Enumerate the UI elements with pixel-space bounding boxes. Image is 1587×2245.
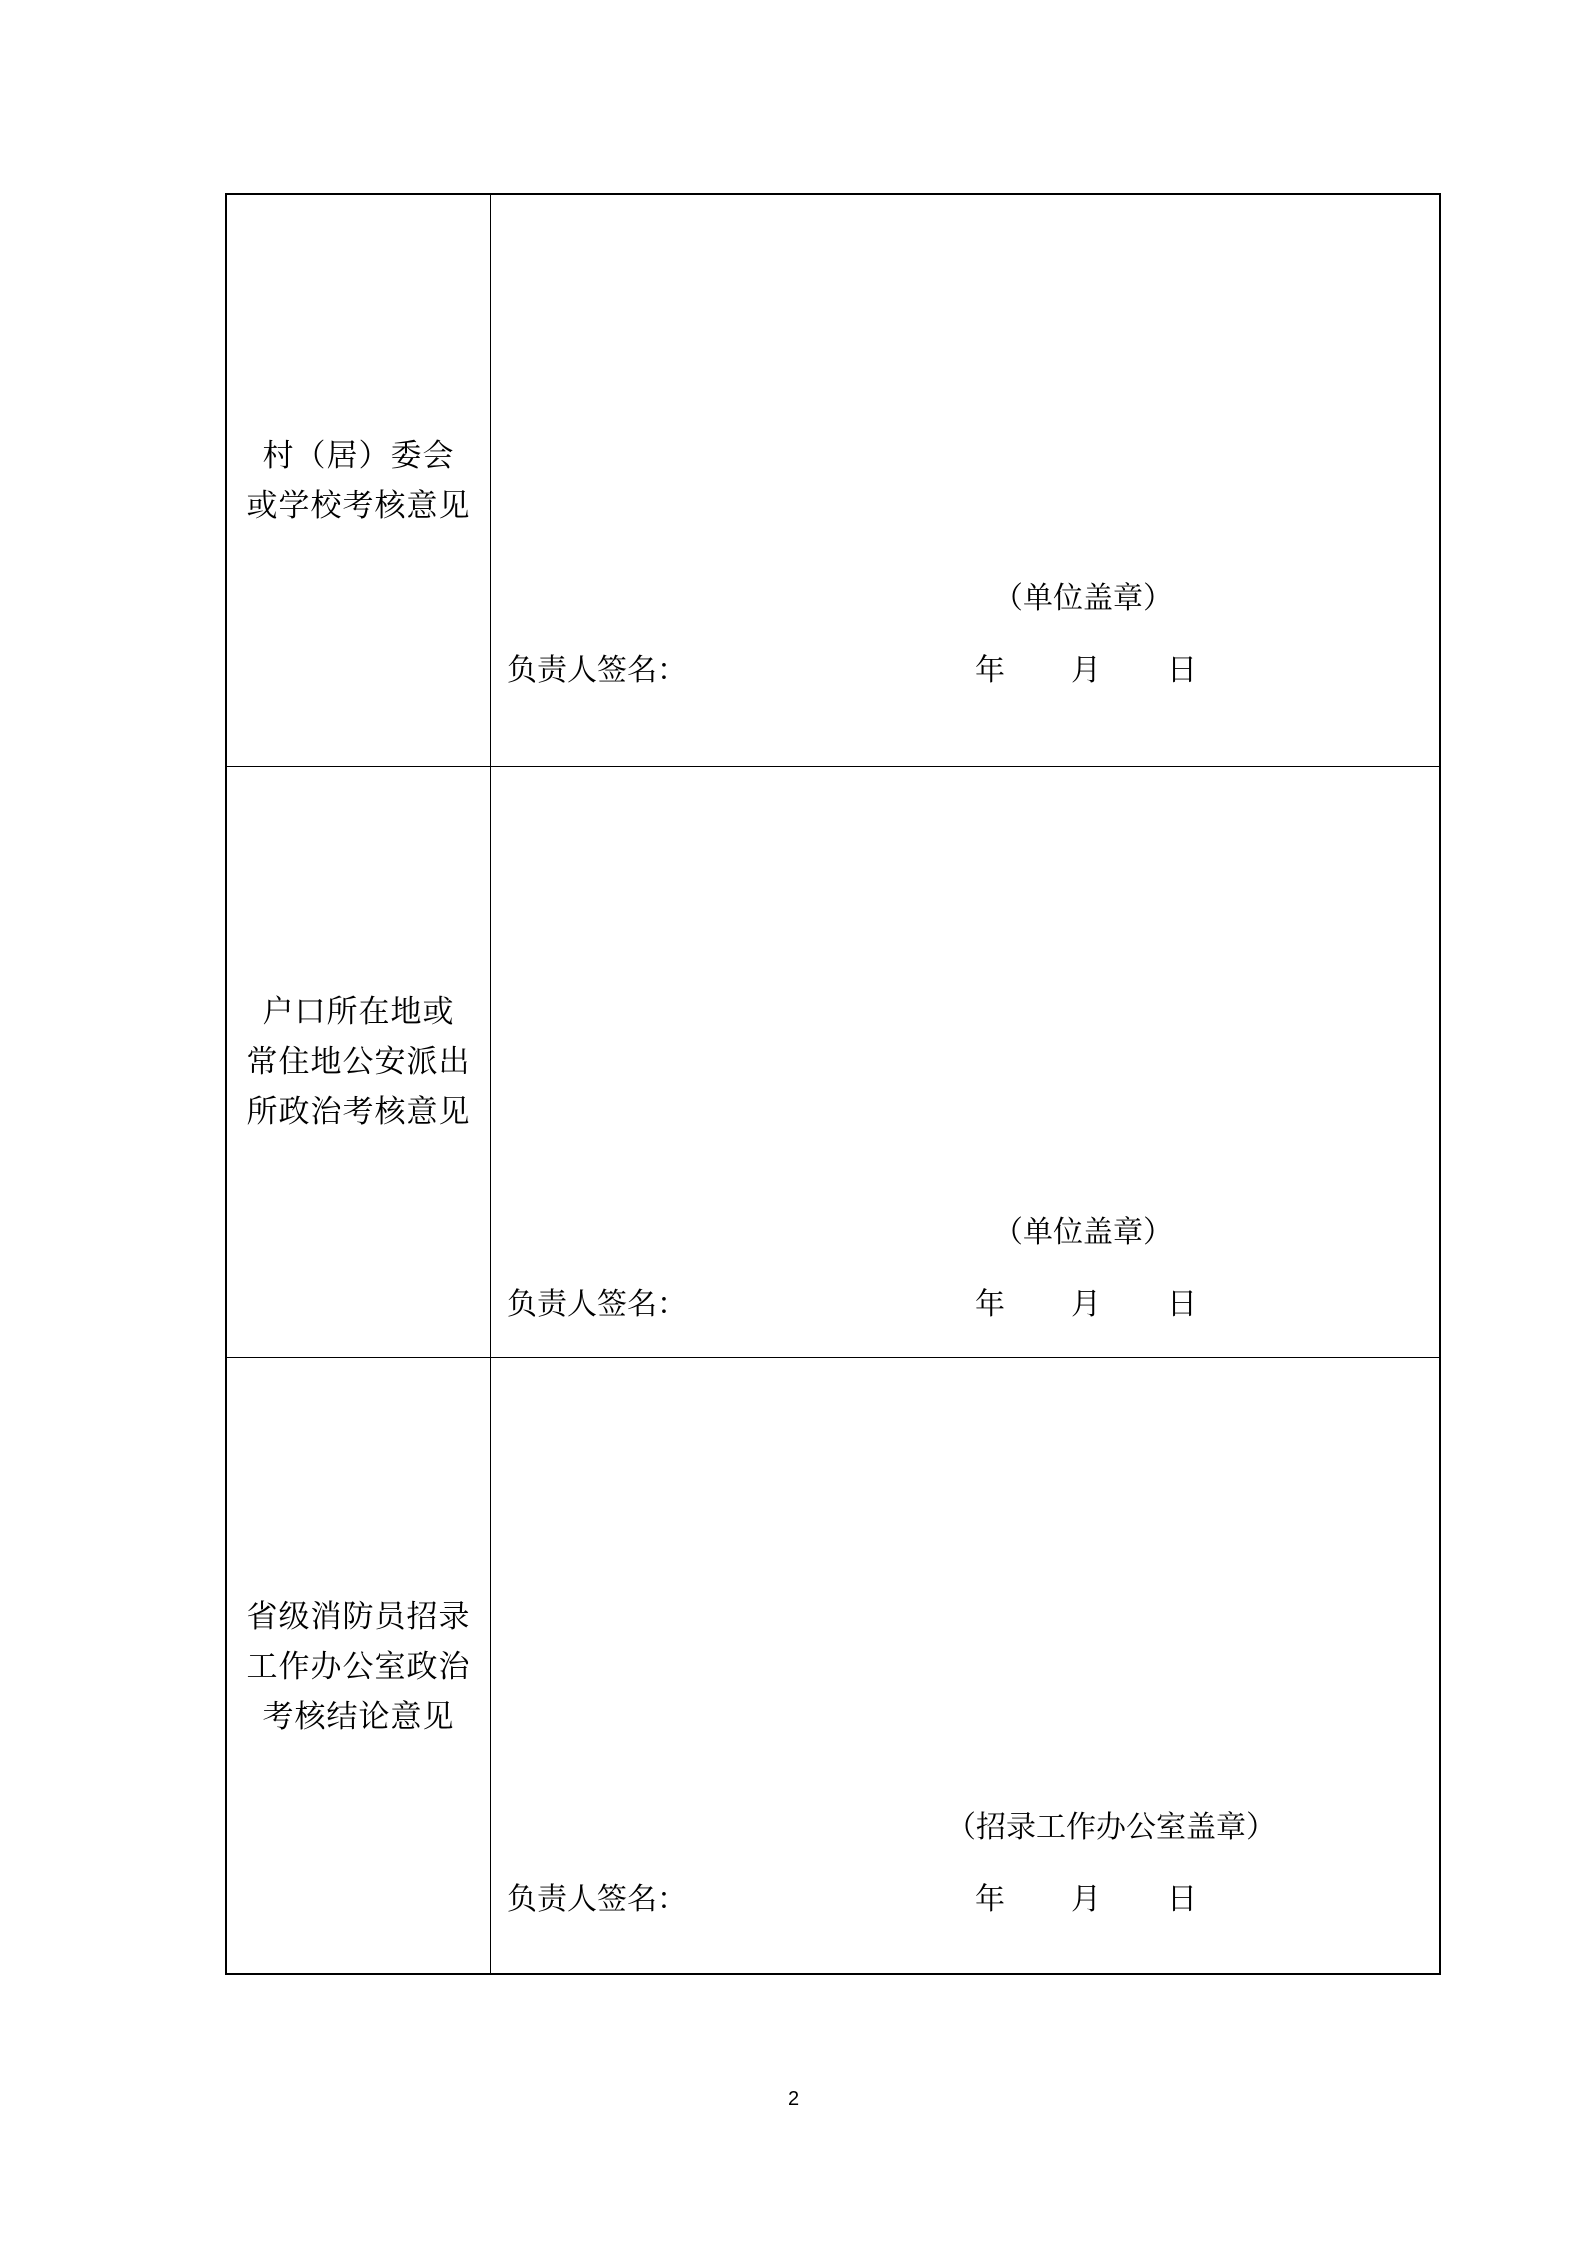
date-month-label: 月 xyxy=(1071,1882,1101,1917)
row-label xyxy=(247,987,471,1137)
row-label-cell xyxy=(227,1358,491,1975)
review-row-village-committee xyxy=(227,195,1439,767)
row-label-line: 常住地公安派出 xyxy=(246,1044,471,1080)
row-label-line: 省级消防员招录 xyxy=(246,1598,471,1635)
review-row-police-station xyxy=(227,767,1439,1358)
seal-label: （招录工作办公室盖章） xyxy=(946,1810,1276,1845)
date-year-label: 年 xyxy=(975,1287,1005,1322)
signature-label: 负责人签名： xyxy=(507,1287,687,1322)
date-year-label: 年 xyxy=(975,653,1005,688)
row-label-line: 考核结论意见 xyxy=(262,1698,455,1735)
political-review-form-table xyxy=(225,193,1441,1975)
signature-label: 负责人签名： xyxy=(507,1882,687,1917)
date-day-label: 日 xyxy=(1167,1287,1197,1322)
page-number: 2 xyxy=(787,2088,800,2110)
opinion-cell[interactable] xyxy=(491,1358,1439,1975)
opinion-cell[interactable] xyxy=(491,767,1439,1357)
row-label-line: 工作办公室政治 xyxy=(246,1648,471,1685)
row-label xyxy=(247,431,471,531)
row-label-cell xyxy=(227,767,491,1357)
opinion-cell[interactable] xyxy=(491,195,1439,766)
row-label-line: 户口所在地或 xyxy=(262,994,455,1030)
row-label-line: 或学校考核意见 xyxy=(246,487,471,524)
date-year-label: 年 xyxy=(975,1882,1005,1917)
row-label xyxy=(247,1592,471,1742)
date-day-label: 日 xyxy=(1167,1882,1197,1917)
date-month-label: 月 xyxy=(1071,1287,1101,1322)
review-row-recruitment-office xyxy=(227,1358,1439,1975)
row-label-cell xyxy=(227,195,491,766)
signature-label: 负责人签名： xyxy=(507,653,687,688)
date-month-label: 月 xyxy=(1071,653,1101,688)
seal-label: （单位盖章） xyxy=(993,581,1173,616)
row-label-line: 所政治考核意见 xyxy=(246,1094,471,1130)
row-label-line: 村（居）委会 xyxy=(262,437,455,474)
date-day-label: 日 xyxy=(1167,653,1197,688)
seal-label: （单位盖章） xyxy=(993,1215,1173,1250)
